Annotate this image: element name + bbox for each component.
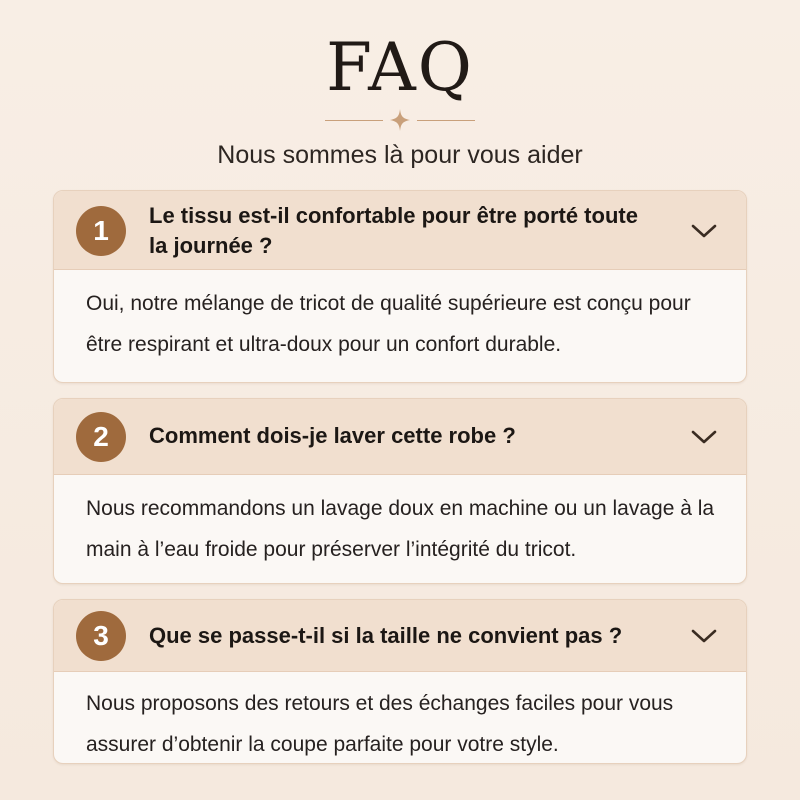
divider-line-right: [417, 120, 475, 121]
chevron-down-icon[interactable]: [690, 222, 718, 240]
title-divider: [325, 108, 475, 134]
faq-number-badge: 3: [76, 611, 126, 661]
faq-answer: Nous recommandons un lavage doux en machine ou un lavage à la main à l’eau froide pour préserver l’intégrité du tricot.: [86, 497, 715, 561]
sparkle-icon: [388, 108, 412, 132]
chevron-down-icon[interactable]: [690, 428, 718, 446]
page-subtitle: Nous sommes là pour vous aider: [217, 141, 583, 169]
faq-answer: Oui, notre mélange de tricot de qualité supérieure est conçu pour être respirant et ultra-doux pour un confort durable.: [86, 292, 691, 356]
faq-number-badge: 2: [76, 412, 126, 462]
faq-item: [53, 398, 747, 584]
faq-question-header[interactable]: [54, 191, 746, 270]
faq-question: Comment dois-je laver cette robe ?: [149, 423, 516, 448]
faq-number-badge: 1: [76, 206, 126, 256]
faq-question: Le tissu est-il confortable pour être porté toute la journée ?: [149, 203, 638, 258]
faq-answer: Nous proposons des retours et des échanges faciles pour vous assurer d’obtenir la coupe parfaite pour votre style.: [86, 692, 674, 756]
faq-question-header[interactable]: [54, 399, 746, 475]
faq-question: Que se passe-t-il si la taille ne convient pas ?: [149, 623, 623, 648]
chevron-down-icon[interactable]: [690, 627, 718, 645]
faq-question-header[interactable]: [54, 600, 746, 672]
faq-item: [53, 599, 747, 764]
faq-item: [53, 190, 747, 383]
page-title: FAQ: [326, 29, 474, 106]
divider-line-left: [325, 120, 383, 121]
